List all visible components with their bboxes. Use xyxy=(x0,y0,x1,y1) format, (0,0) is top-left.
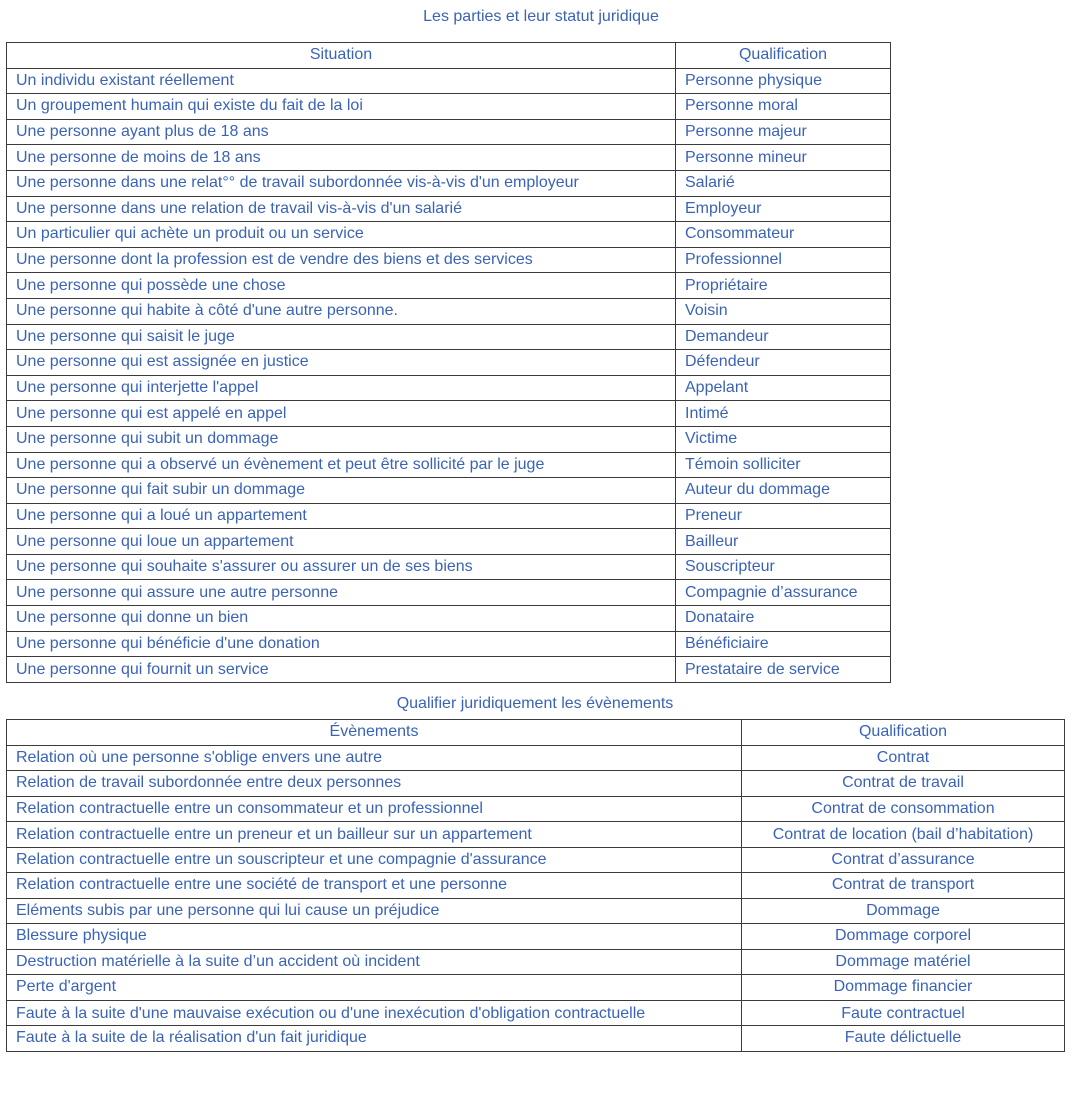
table-row xyxy=(7,657,891,683)
qualification-cell: Voisin xyxy=(676,298,891,324)
table-row xyxy=(7,745,1065,771)
situation-cell: Une personne qui donne un bien xyxy=(7,606,676,632)
situation-cell: Un individu existant réellement xyxy=(7,68,676,94)
qualification-cell: Personne majeur xyxy=(676,119,891,145)
qualification-cell: Employeur xyxy=(676,196,891,222)
qualification-cell: Dommage xyxy=(742,898,1065,924)
table-row xyxy=(7,898,1065,924)
table-row xyxy=(7,580,891,606)
qualification-cell: Bailleur xyxy=(676,529,891,555)
table-row xyxy=(7,529,891,555)
table-row xyxy=(7,1026,1065,1052)
table-row xyxy=(7,247,891,273)
table-row xyxy=(7,119,891,145)
situation-cell: Une personne qui interjette l'appel xyxy=(7,375,676,401)
evenement-cell: Faute à la suite d'une mauvaise exécution ou d'une inexécution d'obligation contractuelle xyxy=(7,1000,742,1026)
situation-cell: Une personne qui habite à côté d'une autre personne. xyxy=(7,298,676,324)
qualification-cell: Victime xyxy=(676,426,891,452)
table-row xyxy=(7,478,891,504)
evenement-cell: Relation contractuelle entre une société de transport et une personne xyxy=(7,873,742,899)
qualification-cell: Compagnie d’assurance xyxy=(676,580,891,606)
table-row xyxy=(7,375,891,401)
parties-table-body xyxy=(7,68,891,682)
table-row xyxy=(7,1000,1065,1026)
table-row xyxy=(7,196,891,222)
situation-cell: Un groupement humain qui existe du fait de la loi xyxy=(7,94,676,120)
situation-cell: Une personne qui bénéficie d'une donation xyxy=(7,631,676,657)
qualification-cell: Dommage corporel xyxy=(742,924,1065,950)
qualification-cell: Prestataire de service xyxy=(676,657,891,683)
qualification-cell: Souscripteur xyxy=(676,554,891,580)
situation-cell: Une personne qui souhaite s'assurer ou assurer un de ses biens xyxy=(7,554,676,580)
events-table xyxy=(6,719,1065,1052)
qualification-cell: Défendeur xyxy=(676,350,891,376)
table-row xyxy=(7,170,891,196)
situation-cell: Un particulier qui achète un produit ou un service xyxy=(7,222,676,248)
table-row xyxy=(7,847,1065,873)
qualification-cell: Contrat de location (bail d’habitation) xyxy=(742,822,1065,848)
table-row xyxy=(7,298,891,324)
evenement-cell: Eléments subis par une personne qui lui cause un préjudice xyxy=(7,898,742,924)
qualification-cell: Propriétaire xyxy=(676,273,891,299)
section1-caption: Les parties et leur statut juridique xyxy=(423,8,659,25)
evenement-cell: Perte d'argent xyxy=(7,975,742,1001)
qualification-cell: Personne physique xyxy=(676,68,891,94)
table-row xyxy=(7,68,891,94)
situation-cell: Une personne dans une relat°° de travail subordonnée vis-à-vis d'un employeur xyxy=(7,170,676,196)
situation-cell: Une personne qui possède une chose xyxy=(7,273,676,299)
qualification-cell: Contrat de consommation xyxy=(742,796,1065,822)
qualification-cell: Preneur xyxy=(676,503,891,529)
qualification-header: Qualification xyxy=(742,720,1065,746)
evenement-cell: Faute à la suite de la réalisation d'un fait juridique xyxy=(7,1026,742,1052)
qualification-cell: Salarié xyxy=(676,170,891,196)
situation-cell: Une personne ayant plus de 18 ans xyxy=(7,119,676,145)
table-row xyxy=(7,350,891,376)
situation-cell: Une personne de moins de 18 ans xyxy=(7,145,676,171)
table-row xyxy=(7,401,891,427)
qualification-cell: Consommateur xyxy=(676,222,891,248)
parties-table xyxy=(6,42,891,683)
qualification-cell: Dommage matériel xyxy=(742,949,1065,975)
situation-cell: Une personne dans une relation de travail vis-à-vis d'un salarié xyxy=(7,196,676,222)
table-row xyxy=(7,949,1065,975)
situation-cell: Une personne qui fournit un service xyxy=(7,657,676,683)
qualification-cell: Contrat de transport xyxy=(742,873,1065,899)
table-row xyxy=(7,822,1065,848)
situation-cell: Une personne qui fait subir un dommage xyxy=(7,478,676,504)
qualification-cell: Faute contractuel xyxy=(742,1000,1065,1026)
qualification-cell: Personne mineur xyxy=(676,145,891,171)
qualification-cell: Donataire xyxy=(676,606,891,632)
evenement-cell: Relation où une personne s'oblige envers une autre xyxy=(7,745,742,771)
events-table-body xyxy=(7,745,1065,1051)
evenements-header: Évènements xyxy=(7,720,742,746)
qualification-header: Qualification xyxy=(676,43,891,69)
situation-cell: Une personne qui est appelé en appel xyxy=(7,401,676,427)
situation-cell: Une personne dont la profession est de vendre des biens et des services xyxy=(7,247,676,273)
table-row xyxy=(7,771,1065,797)
qualification-cell: Témoin solliciter xyxy=(676,452,891,478)
table-header-row xyxy=(7,720,1065,746)
qualification-cell: Intimé xyxy=(676,401,891,427)
qualification-cell: Appelant xyxy=(676,375,891,401)
qualification-cell: Faute délictuelle xyxy=(742,1026,1065,1052)
qualification-cell: Auteur du dommage xyxy=(676,478,891,504)
situation-cell: Une personne qui a observé un évènement et peut être sollicité par le juge xyxy=(7,452,676,478)
situation-cell: Une personne qui est assignée en justice xyxy=(7,350,676,376)
evenement-cell: Relation contractuelle entre un consommateur et un professionnel xyxy=(7,796,742,822)
evenement-cell: Relation de travail subordonnée entre deux personnes xyxy=(7,771,742,797)
qualification-cell: Professionnel xyxy=(676,247,891,273)
qualification-cell: Contrat de travail xyxy=(742,771,1065,797)
table-row xyxy=(7,145,891,171)
situation-cell: Une personne qui assure une autre personne xyxy=(7,580,676,606)
table-row xyxy=(7,796,1065,822)
evenement-cell: Relation contractuelle entre un preneur et un bailleur sur un appartement xyxy=(7,822,742,848)
table-row xyxy=(7,631,891,657)
table-row xyxy=(7,503,891,529)
situation-cell: Une personne qui subit un dommage xyxy=(7,426,676,452)
qualification-cell: Demandeur xyxy=(676,324,891,350)
table-row xyxy=(7,273,891,299)
table-row xyxy=(7,324,891,350)
section2-caption: Qualifier juridiquement les évènements xyxy=(396,695,674,712)
qualification-cell: Contrat d’assurance xyxy=(742,847,1065,873)
table-row xyxy=(7,975,1065,1001)
table-row xyxy=(7,924,1065,950)
table-row xyxy=(7,222,891,248)
qualification-cell: Contrat xyxy=(742,745,1065,771)
situation-cell: Une personne qui a loué un appartement xyxy=(7,503,676,529)
evenement-cell: Relation contractuelle entre un souscripteur et une compagnie d'assurance xyxy=(7,847,742,873)
table-row xyxy=(7,873,1065,899)
evenement-cell: Blessure physique xyxy=(7,924,742,950)
qualification-cell: Bénéficiaire xyxy=(676,631,891,657)
table-header-row xyxy=(7,43,891,69)
qualification-cell: Dommage financier xyxy=(742,975,1065,1001)
evenement-cell: Destruction matérielle à la suite d’un accident où incident xyxy=(7,949,742,975)
situation-cell: Une personne qui saisit le juge xyxy=(7,324,676,350)
qualification-cell: Personne moral xyxy=(676,94,891,120)
table-row xyxy=(7,452,891,478)
table-row xyxy=(7,554,891,580)
table-row xyxy=(7,426,891,452)
situation-cell: Une personne qui loue un appartement xyxy=(7,529,676,555)
table-row xyxy=(7,94,891,120)
situation-header: Situation xyxy=(7,43,676,69)
table-row xyxy=(7,606,891,632)
